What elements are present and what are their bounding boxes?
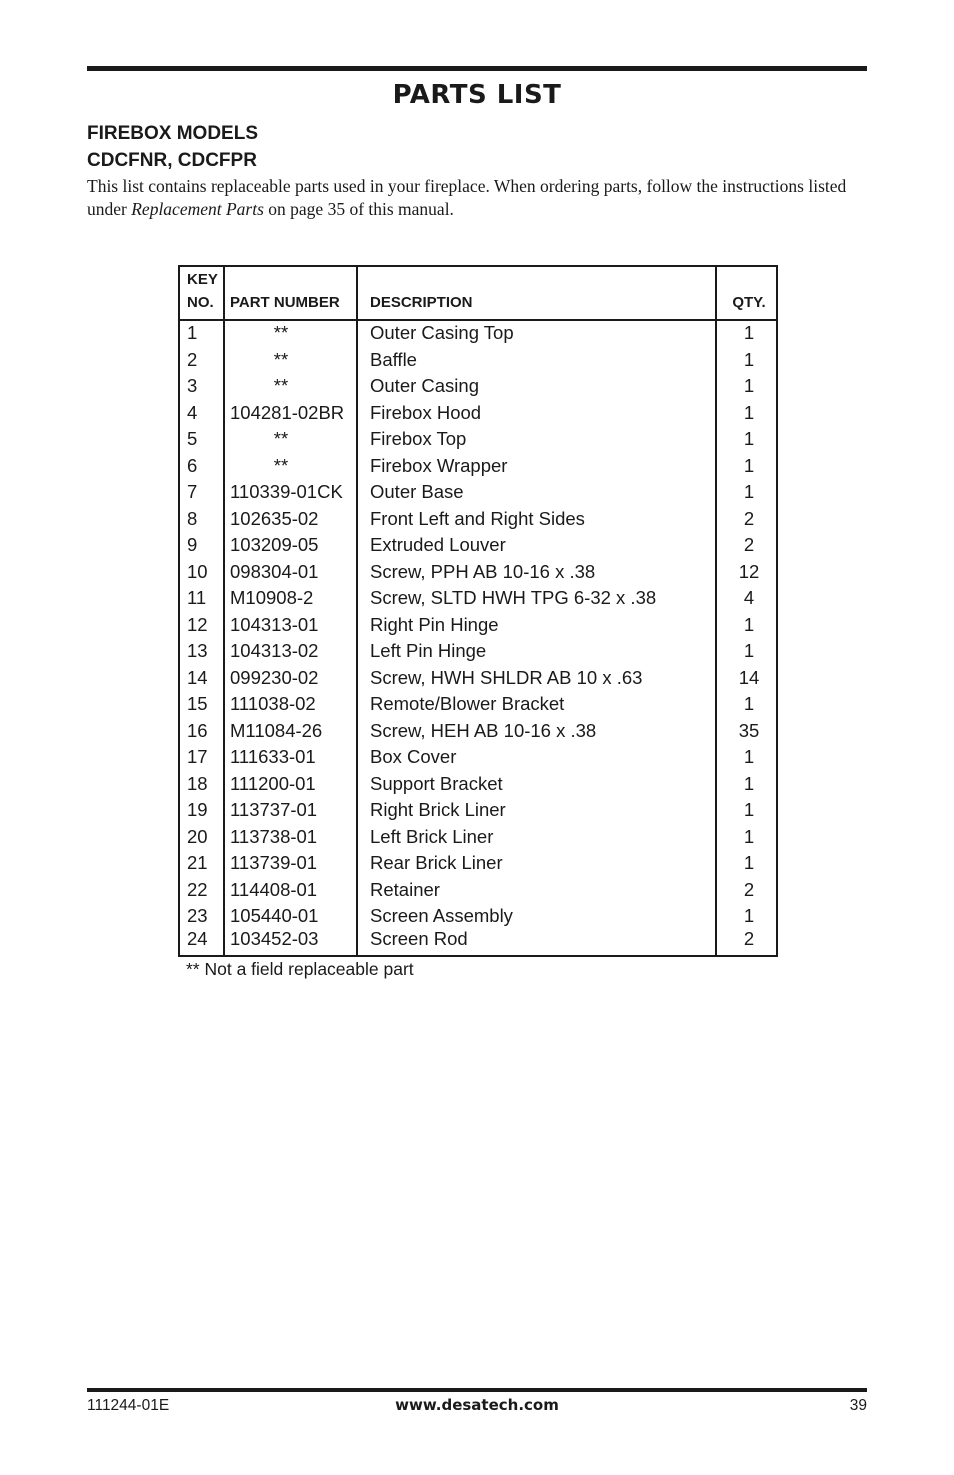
key-no-cell: 11 [187, 587, 207, 608]
key-no-cell: 22 [187, 878, 208, 900]
description-cell: Box Cover [370, 746, 457, 767]
key-no-cell: 6 [187, 454, 198, 476]
part-number-cell: 103209-05 [230, 534, 319, 555]
key-no-cell: 14 [187, 666, 208, 688]
table-row [180, 586, 776, 613]
section-heading [87, 120, 258, 174]
key-no-cell: 9 [187, 534, 198, 555]
description-cell: Extruded Louver [370, 534, 506, 555]
key-no-cell: 21 [187, 852, 208, 873]
part-number-cell: 111200-01 [230, 772, 316, 794]
table-row [180, 772, 776, 799]
key-no-cell: 2 [187, 348, 198, 370]
description-cell: Baffle [370, 348, 417, 370]
table-row [180, 851, 776, 878]
description-cell: Outer Base [370, 481, 464, 502]
qty-cell: 1 [743, 481, 755, 502]
key-no-cell: 24 [187, 927, 208, 949]
qty-cell: 1 [743, 613, 755, 635]
qty-cell: 4 [743, 587, 755, 608]
website-url: www.desatech.com [395, 1396, 559, 1414]
section-heading-line1: FIREBOX MODELS [87, 123, 259, 144]
table-row [180, 692, 776, 719]
key-no-cell: 1 [187, 322, 198, 343]
page-number: 39 [849, 1397, 867, 1414]
qty-cell: 1 [743, 799, 755, 820]
part-number-cell: ** [273, 454, 289, 476]
description-cell: Support Bracket [370, 772, 503, 794]
description-cell: Outer Casing [370, 375, 479, 396]
part-number-cell: 104313-02 [230, 640, 319, 661]
header-key-line1: KEY [187, 271, 218, 288]
qty-cell: 14 [738, 666, 760, 688]
table-row [180, 560, 776, 587]
qty-cell: 1 [743, 825, 755, 847]
intro-text-part2: on page 35 of this manual. [263, 199, 454, 219]
description-cell: Right Pin Hinge [370, 613, 499, 635]
key-no-cell: 8 [187, 507, 198, 529]
part-number-cell: ** [273, 348, 289, 370]
part-number-cell: 104313-01 [230, 613, 319, 635]
qty-cell: 1 [743, 640, 755, 661]
header-key-line2: NO. [187, 294, 214, 311]
description-cell: Firebox Hood [370, 401, 482, 423]
description-cell: Screw, HWH SHLDR AB 10 x .63 [370, 666, 643, 688]
description-cell: Right Brick Liner [370, 799, 506, 820]
table-row [180, 401, 776, 428]
qty-cell: 2 [743, 534, 755, 555]
part-number-cell: 113739-01 [230, 852, 318, 873]
table-row [180, 613, 776, 640]
part-number-cell: 104281-02BR [230, 401, 345, 423]
part-number-cell: 098304-01 [230, 560, 319, 582]
qty-cell: 1 [743, 905, 755, 926]
part-number-cell: 111038-02 [230, 693, 316, 714]
description-cell: Retainer [370, 878, 440, 900]
part-number-cell: ** [273, 375, 289, 396]
key-no-cell: 3 [187, 375, 198, 396]
part-number-cell: 114408-01 [230, 878, 318, 900]
qty-cell: 2 [743, 878, 755, 900]
qty-cell: 1 [743, 852, 755, 873]
key-no-cell: 19 [187, 799, 208, 820]
bottom-rule [87, 1388, 867, 1392]
key-no-cell: 16 [187, 719, 208, 741]
intro-text-part1: This list contains replaceable parts used in your fireplace. When ordering parts, follow the instructions listed under [87, 176, 847, 219]
key-no-cell: 18 [187, 772, 208, 794]
header-key-no [187, 268, 218, 314]
part-number-cell: 110339-01CK [230, 481, 343, 502]
key-no-cell: 17 [187, 746, 208, 767]
description-cell: Remote/Blower Bracket [370, 693, 565, 714]
part-number-cell: 103452-03 [230, 927, 319, 949]
qty-cell: 1 [743, 322, 755, 343]
table-row [180, 745, 776, 772]
qty-cell: 12 [738, 560, 760, 582]
header-description: DESCRIPTION [370, 294, 473, 311]
table-row [180, 374, 776, 401]
table-row [180, 639, 776, 666]
part-number-cell: 102635-02 [230, 507, 319, 529]
description-cell: Firebox Wrapper [370, 454, 508, 476]
description-cell: Rear Brick Liner [370, 852, 503, 873]
key-no-cell: 5 [187, 428, 198, 449]
qty-cell: 1 [743, 746, 755, 767]
table-row [180, 321, 776, 348]
description-cell: Left Pin Hinge [370, 640, 487, 661]
qty-cell: 35 [738, 719, 760, 741]
table-row [180, 927, 776, 954]
key-no-cell: 23 [187, 905, 208, 926]
part-number-cell: M11084-26 [230, 719, 323, 741]
table-row [180, 719, 776, 746]
part-number-cell: 105440-01 [230, 905, 319, 926]
table-row [180, 878, 776, 905]
key-no-cell: 15 [187, 693, 208, 714]
qty-cell: 2 [743, 927, 755, 949]
table-row [180, 533, 776, 560]
qty-cell: 2 [743, 507, 755, 529]
table-row [180, 507, 776, 534]
description-cell: Left Brick Liner [370, 825, 494, 847]
header-part-number: PART NUMBER [230, 294, 340, 311]
footnote: ** Not a field replaceable part [186, 959, 414, 979]
qty-cell: 1 [743, 772, 755, 794]
qty-cell: 1 [743, 693, 755, 714]
table-row [180, 427, 776, 454]
document-number: 111244-01E [87, 1397, 170, 1414]
key-no-cell: 4 [187, 401, 198, 423]
qty-cell: 1 [743, 375, 755, 396]
table-row [180, 348, 776, 375]
table-row [180, 666, 776, 693]
qty-cell: 1 [743, 454, 755, 476]
key-no-cell: 13 [187, 640, 208, 661]
key-no-cell: 7 [187, 481, 198, 502]
key-no-cell: 12 [187, 613, 208, 635]
table-body [180, 321, 776, 953]
part-number-cell: 111633-01 [230, 746, 316, 767]
section-heading-line2: CDCFNR, CDCFPR [87, 150, 257, 171]
part-number-cell: ** [273, 428, 289, 449]
part-number-cell: M10908-2 [230, 587, 314, 608]
description-cell: Screen Rod [370, 927, 468, 949]
description-cell: Screen Assembly [370, 905, 513, 926]
qty-cell: 1 [743, 428, 755, 449]
intro-emphasis: Replacement Parts [131, 199, 264, 219]
key-no-cell: 10 [187, 560, 208, 582]
description-cell: Screw, HEH AB 10-16 x .38 [370, 719, 597, 741]
qty-cell: 1 [743, 348, 755, 370]
description-cell: Front Left and Right Sides [370, 507, 585, 529]
description-cell: Outer Casing Top [370, 322, 514, 343]
table-row [180, 798, 776, 825]
part-number-cell: ** [273, 322, 289, 343]
page-title: PARTS LIST [392, 80, 562, 110]
description-cell: Screw, PPH AB 10-16 x .38 [370, 560, 596, 582]
description-cell: Screw, SLTD HWH TPG 6-32 x .38 [370, 587, 657, 608]
description-cell: Firebox Top [370, 428, 467, 449]
intro-paragraph [87, 175, 872, 221]
qty-cell: 1 [743, 401, 755, 423]
top-rule [87, 66, 867, 71]
part-number-cell: 099230-02 [230, 666, 319, 688]
header-qty: QTY. [732, 294, 766, 311]
part-number-cell: 113737-01 [230, 799, 318, 820]
part-number-cell: 113738-01 [230, 825, 318, 847]
table-row [180, 480, 776, 507]
parts-table [178, 265, 778, 957]
key-no-cell: 20 [187, 825, 208, 847]
table-row [180, 825, 776, 852]
table-row [180, 454, 776, 481]
